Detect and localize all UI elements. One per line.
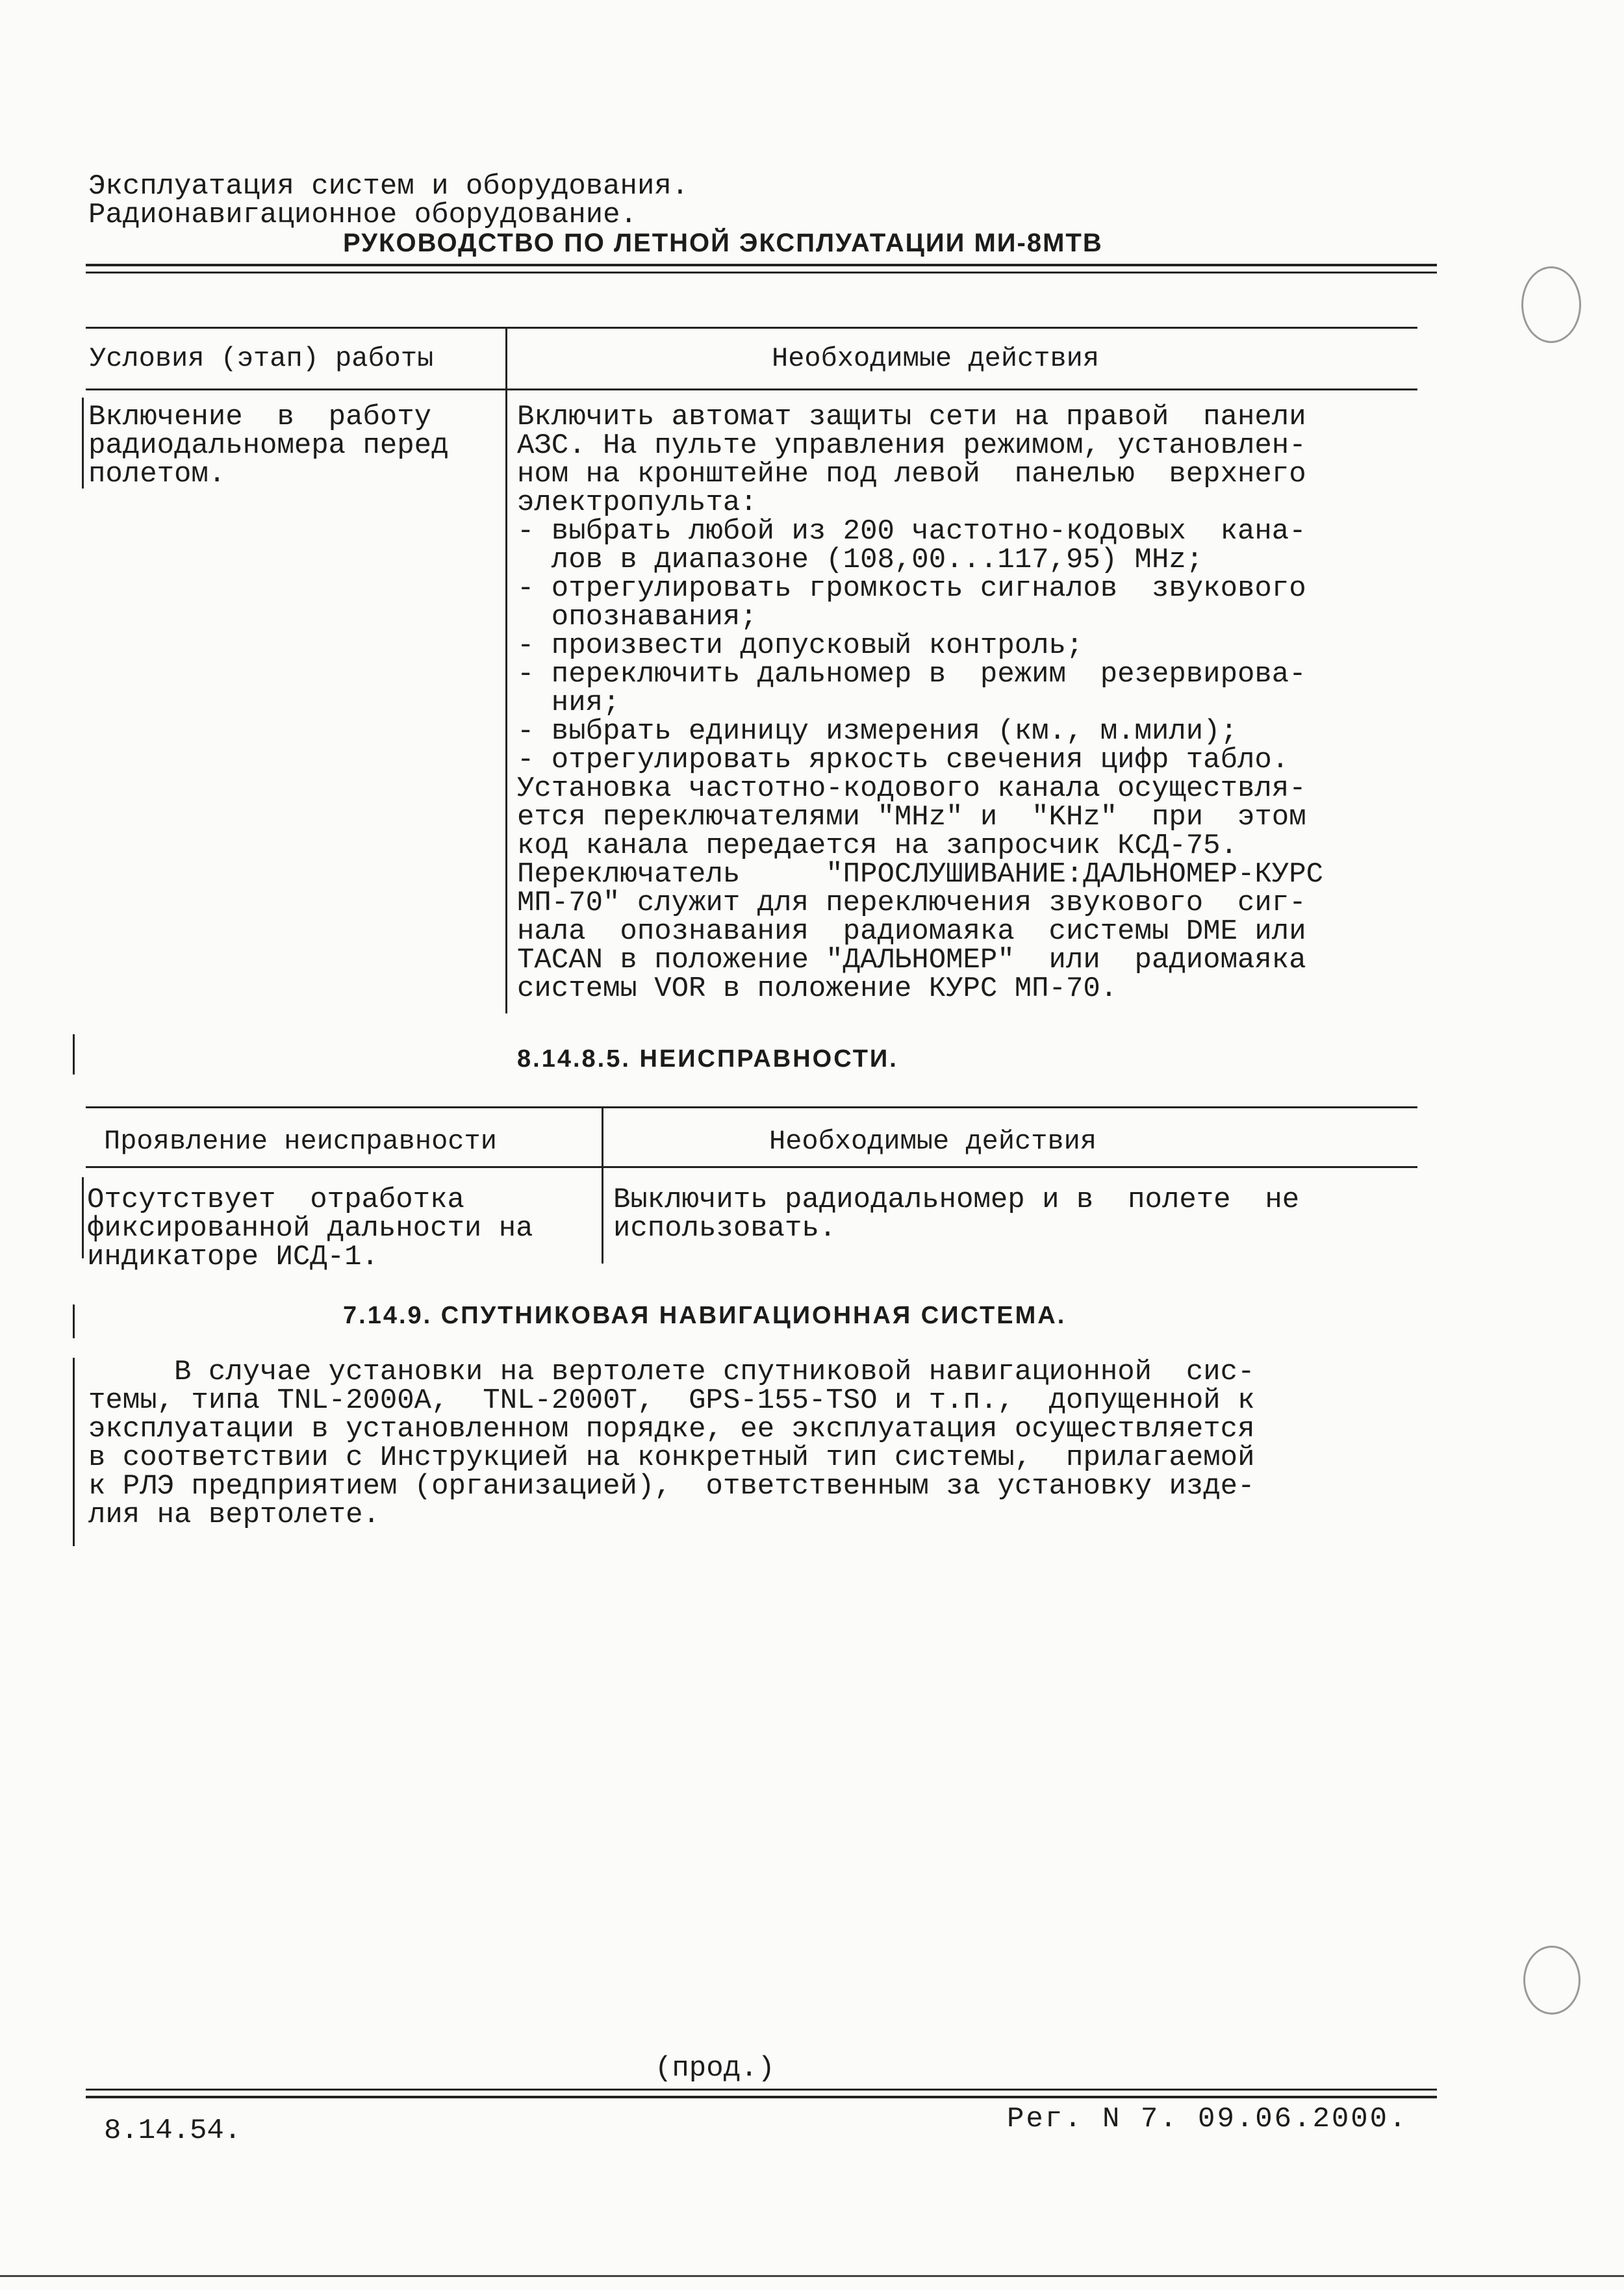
table2-column-divider xyxy=(602,1108,603,1264)
table2-symptom-line: фиксированной дальности на xyxy=(87,1212,533,1245)
section-heading-satellite-nav: 7.14.9. СПУТНИКОВАЯ НАВИГАЦИОННАЯ СИСТЕМА. xyxy=(343,1302,1067,1329)
table1-condition-line: полетом. xyxy=(88,458,226,490)
table1-action-line: Включить автомат защиты сети на правой панели xyxy=(517,401,1306,433)
paragraph-line: В случае установки на вертолете спутниковой навигационной сис- xyxy=(88,1356,1255,1388)
table2-actions-cell xyxy=(613,1186,1299,1243)
paragraph-line: лия на вертолете. xyxy=(88,1499,380,1531)
table1-action-line: лов в диапазоне (108,00...117,95) MHz; xyxy=(517,544,1204,576)
continued-marker: (прод.) xyxy=(655,2052,775,2085)
registration-info: Рег. N 7. 09.06.2000. xyxy=(1007,2103,1408,2135)
table1-action-line: - выбрать единицу измерения (км., м.мили); xyxy=(517,715,1237,748)
header-rule-2 xyxy=(86,272,1437,274)
table1-action-line: Установка частотно-кодового канала осуществля- xyxy=(517,772,1306,805)
section-heading-malfunctions: 8.14.8.5. НЕИСПРАВНОСТИ. xyxy=(517,1045,898,1073)
table1-action-line: ном на кронштейне под левой панелью верхнего xyxy=(517,458,1306,490)
table1-action-line: Переключатель "ПРОСЛУШИВАНИЕ:ДАЛЬНОМЕР-КУРС xyxy=(517,858,1324,891)
table1-action-line: - произвести допусковый контроль; xyxy=(517,630,1084,662)
table2-header-rule xyxy=(86,1166,1417,1168)
table1-header-rule xyxy=(86,388,1417,390)
table1-col2-header: Необходимые действия xyxy=(772,343,1100,374)
table1-col1-header: Условия (этап) работы xyxy=(90,343,434,374)
table2-symptom-cell xyxy=(87,1186,533,1271)
table1-action-line: электропульта: xyxy=(517,487,757,519)
table1-condition-cell xyxy=(88,403,449,489)
footer-rule-1 xyxy=(86,2089,1437,2091)
table1-action-line: ется переключателями "MHz" и "KHz" при этом xyxy=(517,801,1306,833)
table1-condition-line: Включение в работу xyxy=(88,401,432,433)
table1-action-line: - отрегулировать громкость сигналов звукового xyxy=(517,572,1306,605)
table2-action-line: использовать. xyxy=(613,1212,837,1245)
table1-action-line: опознавания; xyxy=(517,601,757,633)
header-line-2: Радионавигационное оборудование. xyxy=(88,199,637,231)
table2-symptom-line: индикаторе ИСД-1. xyxy=(87,1241,379,1273)
satellite-nav-paragraph xyxy=(88,1358,1255,1529)
punch-hole-ring-top xyxy=(1521,266,1581,343)
header-rule-1 xyxy=(86,264,1437,266)
table1-action-line: нала опознавания радиомаяка системы DME или xyxy=(517,915,1306,948)
paragraph-line: в соответствии с Инструкцией на конкретный тип системы, прилагаемой xyxy=(88,1442,1255,1474)
table1-action-line: - отрегулировать яркость свечения цифр табло. xyxy=(517,744,1289,776)
table1-actions-cell xyxy=(517,403,1323,1003)
table1-action-line: - выбрать любой из 200 частотно-кодовых кана- xyxy=(517,515,1306,548)
punch-hole-ring-bottom xyxy=(1523,1946,1580,2015)
table1-action-line: код канала передается на запросчик КСД-75. xyxy=(517,830,1237,862)
table1-action-line: АЗС. На пульте управления режимом, установлен- xyxy=(517,429,1306,462)
table2-col2-header: Необходимые действия xyxy=(769,1126,1097,1157)
table1-action-line: МП-70" служит для переключения звукового сиг- xyxy=(517,887,1306,919)
table1-condition-line: радиодальномера перед xyxy=(88,429,449,462)
document-title: РУКОВОДСТВО ПО ЛЕТНОЙ ЭКСПЛУАТАЦИИ МИ-8МТВ xyxy=(343,229,1103,257)
table1-column-divider xyxy=(505,328,507,1013)
paragraph-line: к РЛЭ предприятием (организацией), ответственным за установку изде- xyxy=(88,1470,1255,1503)
scan-edge xyxy=(0,2275,1624,2277)
table1-left-mark xyxy=(82,398,84,489)
revision-bar xyxy=(73,1358,75,1546)
footer-rule-2 xyxy=(86,2096,1437,2098)
paragraph-line: эксплуатации в установленном порядке, ее эксплуатация осуществляется xyxy=(88,1413,1255,1445)
header-line-1: Эксплуатация систем и оборудования. xyxy=(88,170,689,203)
revision-bar xyxy=(73,1304,75,1338)
table2-left-mark xyxy=(82,1177,84,1258)
table1-action-line: - переключить дальномер в режим резервирова- xyxy=(517,658,1306,691)
table1-action-line: TACAN в положение "ДАЛЬНОМЕР" или радиомаяка xyxy=(517,944,1306,976)
page-number: 8.14.54. xyxy=(104,2115,242,2147)
table1-action-line: ния; xyxy=(517,687,620,719)
table1-action-line: системы VOR в положение КУРС МП-70. xyxy=(517,973,1118,1005)
table1-top-rule xyxy=(86,327,1417,329)
table2-symptom-line: Отсутствует отработка xyxy=(87,1184,464,1216)
paragraph-line: темы, типа TNL-2000A, TNL-2000T, GPS-155-TSO и т.п., допущенной к xyxy=(88,1384,1255,1417)
table2-col1-header: Проявление неисправности xyxy=(104,1126,497,1157)
table2-top-rule xyxy=(86,1106,1417,1108)
revision-bar xyxy=(73,1034,75,1075)
table2-action-line: Выключить радиодальномер и в полете не xyxy=(613,1184,1300,1216)
